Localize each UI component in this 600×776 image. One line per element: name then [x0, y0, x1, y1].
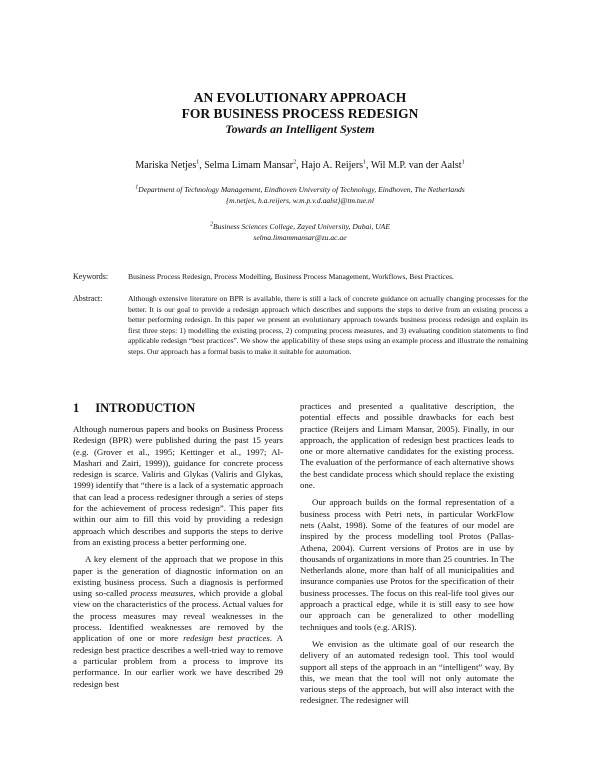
affiliation-1-mark: 1	[135, 184, 139, 191]
right-paragraph-3: We envision as the ultimate goal of our research the delivery of an automated redesign tool. This tool would support all steps of the approach in an “intelligent” way. By this, we mean that the tool will not only automate the various steps of the approach, but will also interact with the redesigner. The redesigner will	[300, 638, 514, 706]
abstract-text: Although extensive literature on BPR is available, there is still a lack of concrete guidance on actually changing processes for the better. It is our goal to provide a redesign approach which describes and supports the steps to derive from an existing process a better performing redesign. In this paper we present an evolutionary approach towards business process redesign and explain its first three steps: 1) modelling the existing process, 2) computing process measures, and 3) evaluating condition statements to find applicable redesign “best practices”. We show the applicability of these steps using an example process and illustrate the remaining steps. Our approach has a formal basis to make it suitable for automation.	[128, 294, 528, 356]
emphasis-process-measures: process measures	[130, 588, 194, 599]
left-paragraph-2-part-2: , which provide a global view on the characteristics of the process. Actual values for the process measures may reveal weaknesses in the process. Identified weaknesses are removed by the application of one or more	[73, 588, 283, 644]
affiliation-1-institution	[0, 184, 600, 195]
author-1: Mariska Netjes	[135, 160, 197, 171]
affiliation-1-text: Department of Technology Management, Eindhoven University of Technology, Eindhoven, The Netherlands	[138, 185, 465, 194]
left-paragraph-1: Although numerous papers and books on Business Process Redesign (BPR) were published during the past 15 years (e.g. (Grover et al., 1995; Kettinger et al., 1997; Al-Mashari and Zairi, 1999)), guidance for concrete process redesign is scarce. Valiris and Glykas (Valiris and Glykas, 1999) identify that “there is a lack of a systematic approach that can lead a process redesigner through a series of steps for the achievement of process redesign”. This paper fits within our aim to fill this void by providing a redesign approach which describes and supports the steps to derive from an existing process a better performing one.	[73, 424, 283, 547]
right-paragraph-1: practices and presented a qualitative description, the potential effects and possible drawbacks for each best practice (Reijers and Limam Mansar, 2005). Finally, in our approach, the application of redesign best practices leads to one or more alternative candidates for the existing process. The evaluation of the performance of each alternative shows the best candidate process which should replace the existing one.	[300, 401, 514, 491]
right-paragraph-2: Our approach builds on the formal representation of a business process with Petri nets, in particular WorkFlow nets (Aalst, 1998). Some of the features of our model are inspired by the process modelling tool Protos (Pallas-Athena, 2004). Current versions of Protos are in use by thousands of organizations in more than 25 countries. In The Netherlands alone, more than half of all municipalities and insurance companies use Protos for the specification of their business processes. The focus on this real-life tool gives our approach a practical edge, while it is still easy to see how our approach can be generalized to other modelling techniques and tools (e.g. ARIS).	[300, 497, 514, 632]
left-paragraph-2-part-1: A key element of the approach that we propose in this paper is the generation of diagnostic information on an existing business process. Such a diagnosis is performed using so-called	[73, 554, 283, 599]
author-list	[0, 160, 600, 171]
left-column	[73, 424, 283, 690]
affiliation-2-text: Business Sciences College, Zayed University, Dubai, UAE	[213, 222, 390, 231]
affiliation-2	[0, 221, 600, 243]
affiliation-1	[0, 184, 600, 206]
author-2-affiliation-mark: 2	[293, 159, 297, 166]
section-heading	[73, 401, 195, 416]
affiliation-1-emails: {m.netjes, h.a.reijers, w.m.p.v.d.aalst}@tm.tue.nl	[226, 196, 374, 205]
section-number: 1	[73, 401, 80, 415]
emphasis-redesign-best-practices: redesign best practices	[183, 633, 270, 644]
author-2: , Selma Limam Mansar	[199, 160, 294, 171]
left-paragraph-2-part-3: . A redesign best practice describes a well-tried way to remove a particular problem from a process to improve its performance. In our earlier work we have described 29 redesign best	[73, 633, 283, 689]
section-title: INTRODUCTION	[95, 401, 196, 415]
author-4: , Wil M.P. van der Aalst	[366, 160, 462, 171]
keywords-text: Business Process Redesign, Process Modelling, Business Process Management, Workflows, Best Practices.	[128, 272, 454, 281]
right-column	[300, 401, 514, 707]
author-4-affiliation-mark: 1	[461, 159, 465, 166]
author-1-affiliation-mark: 1	[196, 159, 200, 166]
title-line-2: FOR BUSINESS PROCESS REDESIGN	[181, 106, 419, 121]
affiliation-2-mark: 2	[210, 221, 214, 228]
title-line-1: AN EVOLUTIONARY APPROACH	[193, 90, 407, 105]
affiliation-2-institution	[0, 221, 600, 232]
paper-title	[0, 90, 600, 122]
author-3-affiliation-mark: 1	[363, 159, 367, 166]
author-3: , Hajo A. Reijers	[296, 160, 364, 171]
abstract-label: Abstract:	[73, 294, 103, 303]
left-paragraph-2	[73, 554, 283, 690]
paper-subtitle: Towards an Intelligent System	[225, 122, 375, 136]
affiliation-2-email: selma.limammansar@zu.ac.ae	[253, 233, 347, 242]
keywords-label: Keywords:	[73, 272, 109, 281]
